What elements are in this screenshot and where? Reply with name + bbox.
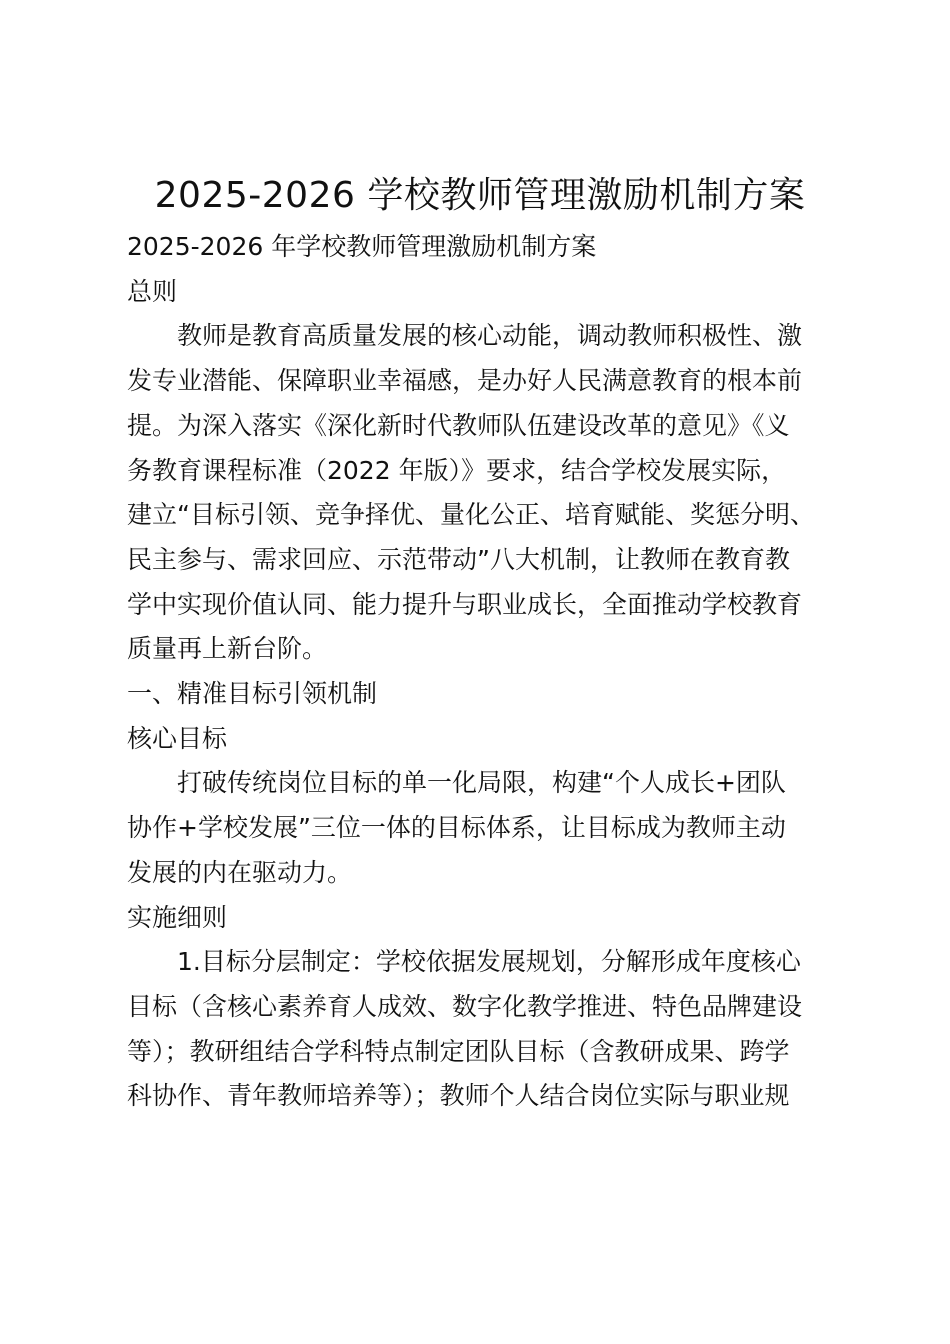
section-heading-one: 一、精准目标引领机制 <box>127 679 378 709</box>
document-subtitle: 2025-2026 年学校教师管理激励机制方案 <box>127 232 597 261</box>
paragraph-line: 建立“目标引领、竞争择优、量化公正、培育赋能、奖惩分明、 <box>127 500 815 530</box>
implementation-heading: 实施细则 <box>127 902 228 932</box>
paragraph-line: 质量再上新台阶。 <box>127 634 328 664</box>
paragraph-line: 打破传统岗位目标的单一化局限，构建“个人成长+团队 <box>177 768 786 798</box>
paragraph-line: 务教育课程标准（2022 年版）》要求，结合学校发展实际， <box>127 455 787 485</box>
item1-paragraph <box>127 940 847 1119</box>
core-goal-paragraph <box>127 761 847 895</box>
paragraph-line: 学中实现价值认同、能力提升与职业成长，全面推动学校教育 <box>127 589 803 619</box>
paragraph-line: 发专业潜能、保障职业幸福感，是办好人民满意教育的根本前 <box>127 366 803 396</box>
paragraph-line: 民主参与、需求回应、示范带动”八大机制，让教师在教育教 <box>127 544 790 574</box>
section-heading-general: 总则 <box>127 276 178 306</box>
document-body <box>127 225 847 1119</box>
paragraph-line: 提。为深入落实《深化新时代教师队伍建设改革的意见》《义 <box>127 410 790 440</box>
paragraph-line: 科协作、青年教师培养等）；教师个人结合岗位实际与职业规 <box>127 1081 790 1111</box>
paragraph-line: 等）；教研组结合学科特点制定团队目标（含教研成果、跨学 <box>127 1036 790 1066</box>
document-title: 2025-2026 学校教师管理激励机制方案 <box>154 175 806 216</box>
paragraph-line: 教师是教育高质量发展的核心动能，调动教师积极性、激 <box>177 321 803 351</box>
paragraph-line: 目标（含核心素养育人成效、数字化教学推进、特色品牌建设 <box>127 991 803 1021</box>
paragraph-line: 发展的内在驱动力。 <box>127 857 353 887</box>
paragraph-line: 1.目标分层制定：学校依据发展规划，分解形成年度核心 <box>177 947 801 977</box>
core-goal-heading: 核心目标 <box>127 723 228 753</box>
general-paragraph <box>127 314 847 672</box>
paragraph-line: 协作+学校发展”三位一体的目标体系，让目标成为教师主动 <box>127 813 786 843</box>
